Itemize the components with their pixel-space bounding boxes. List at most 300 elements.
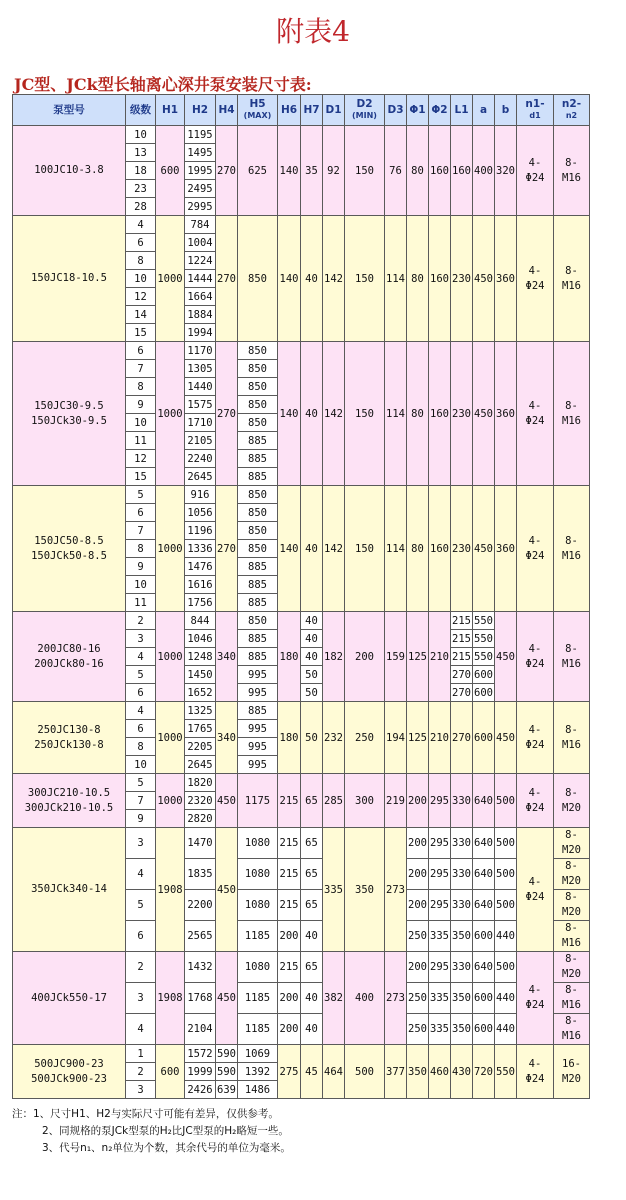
cell-d2: 150 bbox=[345, 486, 385, 612]
cell-stage-count: 9 bbox=[126, 810, 156, 828]
cell-n1-d1: 4- Φ24 bbox=[517, 612, 554, 702]
cell-b: 450 bbox=[495, 612, 517, 702]
table-row bbox=[13, 126, 590, 144]
cell-h7: 35 bbox=[301, 126, 323, 216]
header-text: n1- d1 bbox=[525, 98, 545, 120]
cell-stage-count: 6 bbox=[126, 234, 156, 252]
cell-h7: 40 bbox=[301, 612, 323, 630]
cell-h4: 590 bbox=[216, 1045, 238, 1063]
cell-h5: 1080 bbox=[238, 859, 278, 890]
cell-h6: 215 bbox=[278, 859, 301, 890]
cell-h6: 215 bbox=[278, 952, 301, 983]
cell-h5: 885 bbox=[238, 558, 278, 576]
cell-a: 640 bbox=[473, 890, 495, 921]
cell-h5: 995 bbox=[238, 720, 278, 738]
cell-phi1: 200 bbox=[407, 828, 429, 859]
header-text: H4 bbox=[218, 103, 235, 116]
cell-b: 500 bbox=[495, 952, 517, 983]
cell-d2: 350 bbox=[345, 828, 385, 952]
cell-stage-count: 15 bbox=[126, 324, 156, 342]
cell-stage-count: 23 bbox=[126, 180, 156, 198]
cell-d1: 382 bbox=[323, 952, 345, 1045]
cell-d2: 400 bbox=[345, 952, 385, 1045]
cell-h2: 1444 bbox=[185, 270, 216, 288]
cell-l1: 430 bbox=[451, 1045, 473, 1099]
note-3: 3、代号n₁、n₂单位为个数，其余代号的单位为毫米。 bbox=[42, 1142, 291, 1154]
cell-n2-n2: 8- M16 bbox=[554, 983, 590, 1014]
cell-d3: 219 bbox=[385, 774, 407, 828]
cell-h1: 1908 bbox=[156, 828, 185, 952]
cell-phi2: 335 bbox=[429, 1014, 451, 1045]
cell-n2-n2: 16- M20 bbox=[554, 1045, 590, 1099]
cell-b: 440 bbox=[495, 921, 517, 952]
cell-a: 640 bbox=[473, 952, 495, 983]
header-d1 bbox=[323, 95, 345, 126]
cell-n1-d1: 4- Φ24 bbox=[517, 702, 554, 774]
cell-l1: 350 bbox=[451, 1014, 473, 1045]
cell-stage-count: 2 bbox=[126, 1063, 156, 1081]
cell-a: 550 bbox=[473, 612, 495, 630]
cell-h2: 1440 bbox=[185, 378, 216, 396]
cell-stage-count: 4 bbox=[126, 648, 156, 666]
cell-h2: 1710 bbox=[185, 414, 216, 432]
cell-stage-count: 4 bbox=[126, 1014, 156, 1045]
footnotes bbox=[12, 1106, 291, 1157]
cell-b: 440 bbox=[495, 1014, 517, 1045]
cell-d2: 300 bbox=[345, 774, 385, 828]
cell-h2: 1046 bbox=[185, 630, 216, 648]
cell-d1: 142 bbox=[323, 486, 345, 612]
header-h2 bbox=[185, 95, 216, 126]
cell-h2: 1336 bbox=[185, 540, 216, 558]
cell-l1: 270 bbox=[451, 666, 473, 684]
cell-n2-n2: 8- M16 bbox=[554, 702, 590, 774]
cell-h5: 885 bbox=[238, 432, 278, 450]
cell-h7: 40 bbox=[301, 648, 323, 666]
cell-n2-n2: 8- M16 bbox=[554, 486, 590, 612]
cell-h2: 2645 bbox=[185, 468, 216, 486]
cell-stage-count: 14 bbox=[126, 306, 156, 324]
cell-stage-count: 3 bbox=[126, 1081, 156, 1099]
cell-l1: 330 bbox=[451, 952, 473, 983]
cell-h2: 2200 bbox=[185, 890, 216, 921]
header-n2-n2 bbox=[554, 95, 590, 126]
cell-h6: 200 bbox=[278, 983, 301, 1014]
cell-d3: 114 bbox=[385, 216, 407, 342]
cell-pump-model: 150JC50-8.5 150JCk50-8.5 bbox=[13, 486, 126, 612]
cell-h2: 2495 bbox=[185, 180, 216, 198]
header-phi2 bbox=[429, 95, 451, 126]
cell-stage-count: 9 bbox=[126, 558, 156, 576]
cell-stage-count: 3 bbox=[126, 828, 156, 859]
cell-n2-n2: 8- M20 bbox=[554, 952, 590, 983]
cell-h5: 995 bbox=[238, 738, 278, 756]
header-text: H1 bbox=[161, 103, 179, 116]
cell-h5: 885 bbox=[238, 450, 278, 468]
cell-h5: 850 bbox=[238, 216, 278, 342]
cell-phi1: 250 bbox=[407, 983, 429, 1014]
cell-h2: 1820 bbox=[185, 774, 216, 792]
cell-pump-model: 400JCk550-17 bbox=[13, 952, 126, 1045]
cell-phi1: 350 bbox=[407, 1045, 429, 1099]
header-l1 bbox=[451, 95, 473, 126]
cell-a: 600 bbox=[473, 702, 495, 774]
header-text: L1 bbox=[454, 103, 469, 116]
header-text: D2 (MIN) bbox=[352, 98, 377, 120]
cell-h2: 1652 bbox=[185, 684, 216, 702]
cell-n1-d1: 4- Φ24 bbox=[517, 952, 554, 1045]
cell-h2: 1768 bbox=[185, 983, 216, 1014]
cell-pump-model: 150JC18-10.5 bbox=[13, 216, 126, 342]
header-text: Φ1 bbox=[409, 103, 426, 116]
cell-b: 360 bbox=[495, 342, 517, 486]
cell-l1: 330 bbox=[451, 890, 473, 921]
cell-n1-d1: 4- Φ24 bbox=[517, 342, 554, 486]
cell-h7: 40 bbox=[301, 216, 323, 342]
cell-a: 450 bbox=[473, 486, 495, 612]
cell-h7: 40 bbox=[301, 342, 323, 486]
cell-h5: 1080 bbox=[238, 828, 278, 859]
header-text: H7 bbox=[303, 103, 320, 116]
cell-h5: 850 bbox=[238, 486, 278, 504]
cell-n1-d1: 4- Φ24 bbox=[517, 828, 554, 952]
cell-h4: 270 bbox=[216, 486, 238, 612]
cell-h2: 1884 bbox=[185, 306, 216, 324]
header-text: n2- n2 bbox=[561, 98, 582, 120]
cell-h5: 1080 bbox=[238, 952, 278, 983]
cell-stage-count: 2 bbox=[126, 952, 156, 983]
header-a bbox=[473, 95, 495, 126]
cell-h5: 850 bbox=[238, 522, 278, 540]
cell-b: 500 bbox=[495, 859, 517, 890]
cell-h2: 1004 bbox=[185, 234, 216, 252]
note-1: 注：1、尺寸H1、H2与实际尺寸可能有差异，仅供参考。 bbox=[12, 1108, 279, 1120]
cell-pump-model: 150JC30-9.5 150JCk30-9.5 bbox=[13, 342, 126, 486]
cell-h2: 2995 bbox=[185, 198, 216, 216]
table-row bbox=[13, 486, 590, 504]
cell-b: 500 bbox=[495, 774, 517, 828]
cell-h2: 2320 bbox=[185, 792, 216, 810]
cell-d3: 159 bbox=[385, 612, 407, 702]
cell-a: 640 bbox=[473, 859, 495, 890]
cell-phi1: 200 bbox=[407, 890, 429, 921]
header-text: H2 bbox=[191, 103, 209, 116]
cell-h1: 1000 bbox=[156, 774, 185, 828]
cell-h2: 1765 bbox=[185, 720, 216, 738]
cell-stage-count: 28 bbox=[126, 198, 156, 216]
cell-h6: 215 bbox=[278, 890, 301, 921]
cell-stage-count: 7 bbox=[126, 360, 156, 378]
cell-n1-d1: 4- Φ24 bbox=[517, 1045, 554, 1099]
cell-stage-count: 6 bbox=[126, 684, 156, 702]
cell-n2-n2: 8- M20 bbox=[554, 890, 590, 921]
header-b bbox=[495, 95, 517, 126]
cell-h2: 2240 bbox=[185, 450, 216, 468]
cell-a: 600 bbox=[473, 684, 495, 702]
cell-stage-count: 10 bbox=[126, 576, 156, 594]
cell-h5: 1175 bbox=[238, 774, 278, 828]
cell-d1: 182 bbox=[323, 612, 345, 702]
header-n1-d1 bbox=[517, 95, 554, 126]
table-row bbox=[13, 342, 590, 360]
cell-phi1: 125 bbox=[407, 612, 429, 702]
cell-h4: 590 bbox=[216, 1063, 238, 1081]
header-phi1 bbox=[407, 95, 429, 126]
header-pump-model bbox=[13, 95, 126, 126]
cell-h4: 340 bbox=[216, 612, 238, 702]
header-h5 bbox=[238, 95, 278, 126]
cell-pump-model: 200JC80-16 200JCk80-16 bbox=[13, 612, 126, 702]
cell-stage-count: 10 bbox=[126, 126, 156, 144]
cell-h2: 1495 bbox=[185, 144, 216, 162]
cell-h2: 2104 bbox=[185, 1014, 216, 1045]
cell-stage-count: 12 bbox=[126, 450, 156, 468]
cell-a: 720 bbox=[473, 1045, 495, 1099]
cell-stage-count: 6 bbox=[126, 342, 156, 360]
cell-h2: 2105 bbox=[185, 432, 216, 450]
cell-h5: 1392 bbox=[238, 1063, 278, 1081]
cell-phi2: 160 bbox=[429, 342, 451, 486]
cell-h2: 1470 bbox=[185, 828, 216, 859]
cell-d1: 142 bbox=[323, 216, 345, 342]
header-text: a bbox=[479, 103, 488, 116]
cell-h2: 1575 bbox=[185, 396, 216, 414]
cell-h2: 916 bbox=[185, 486, 216, 504]
cell-l1: 215 bbox=[451, 612, 473, 630]
cell-b: 440 bbox=[495, 983, 517, 1014]
cell-h5: 885 bbox=[238, 702, 278, 720]
cell-h1: 1000 bbox=[156, 612, 185, 702]
page-title: 附表4 bbox=[276, 15, 350, 48]
table-row bbox=[13, 612, 590, 630]
cell-n2-n2: 8- M20 bbox=[554, 828, 590, 859]
cell-h2: 2565 bbox=[185, 921, 216, 952]
cell-phi2: 295 bbox=[429, 890, 451, 921]
cell-stage-count: 10 bbox=[126, 756, 156, 774]
cell-h4: 270 bbox=[216, 342, 238, 486]
cell-stage-count: 4 bbox=[126, 216, 156, 234]
cell-pump-model: 100JC10-3.8 bbox=[13, 126, 126, 216]
cell-h5: 885 bbox=[238, 468, 278, 486]
cell-h1: 1000 bbox=[156, 342, 185, 486]
cell-a: 450 bbox=[473, 342, 495, 486]
cell-h5: 1069 bbox=[238, 1045, 278, 1063]
cell-stage-count: 9 bbox=[126, 396, 156, 414]
cell-d1: 232 bbox=[323, 702, 345, 774]
cell-d2: 150 bbox=[345, 216, 385, 342]
cell-h2: 1056 bbox=[185, 504, 216, 522]
cell-h1: 1000 bbox=[156, 216, 185, 342]
cell-stage-count: 10 bbox=[126, 270, 156, 288]
cell-stage-count: 11 bbox=[126, 594, 156, 612]
cell-stage-count: 5 bbox=[126, 486, 156, 504]
cell-n1-d1: 4- Φ24 bbox=[517, 774, 554, 828]
cell-h7: 40 bbox=[301, 630, 323, 648]
cell-h5: 995 bbox=[238, 684, 278, 702]
cell-phi1: 250 bbox=[407, 921, 429, 952]
cell-h5: 1080 bbox=[238, 890, 278, 921]
cell-stage-count: 11 bbox=[126, 432, 156, 450]
cell-h5: 995 bbox=[238, 666, 278, 684]
table-row bbox=[13, 828, 590, 859]
cell-d1: 335 bbox=[323, 828, 345, 952]
cell-pump-model: 500JC900-23 500JCk900-23 bbox=[13, 1045, 126, 1099]
cell-h5: 850 bbox=[238, 396, 278, 414]
cell-h1: 1908 bbox=[156, 952, 185, 1045]
header-stage-count bbox=[126, 95, 156, 126]
cell-stage-count: 18 bbox=[126, 162, 156, 180]
cell-stage-count: 4 bbox=[126, 859, 156, 890]
cell-h2: 1305 bbox=[185, 360, 216, 378]
cell-h6: 180 bbox=[278, 702, 301, 774]
cell-h1: 600 bbox=[156, 1045, 185, 1099]
cell-stage-count: 8 bbox=[126, 378, 156, 396]
cell-phi2: 295 bbox=[429, 952, 451, 983]
cell-stage-count: 12 bbox=[126, 288, 156, 306]
header-d3 bbox=[385, 95, 407, 126]
cell-phi1: 125 bbox=[407, 702, 429, 774]
cell-b: 500 bbox=[495, 828, 517, 859]
cell-h7: 40 bbox=[301, 486, 323, 612]
cell-h2: 2426 bbox=[185, 1081, 216, 1099]
cell-h2: 1616 bbox=[185, 576, 216, 594]
cell-phi2: 295 bbox=[429, 859, 451, 890]
cell-h5: 850 bbox=[238, 540, 278, 558]
cell-h5: 625 bbox=[238, 126, 278, 216]
cell-phi2: 160 bbox=[429, 486, 451, 612]
cell-stage-count: 5 bbox=[126, 774, 156, 792]
cell-h5: 850 bbox=[238, 504, 278, 522]
cell-l1: 215 bbox=[451, 648, 473, 666]
cell-a: 450 bbox=[473, 216, 495, 342]
cell-n1-d1: 4- Φ24 bbox=[517, 126, 554, 216]
cell-l1: 215 bbox=[451, 630, 473, 648]
cell-h4: 270 bbox=[216, 216, 238, 342]
header-h7 bbox=[301, 95, 323, 126]
cell-h7: 65 bbox=[301, 890, 323, 921]
cell-n2-n2: 8- M16 bbox=[554, 126, 590, 216]
cell-h2: 1325 bbox=[185, 702, 216, 720]
cell-h6: 140 bbox=[278, 342, 301, 486]
header-text: 级数 bbox=[130, 103, 151, 116]
cell-h4: 450 bbox=[216, 952, 238, 1045]
cell-h2: 2645 bbox=[185, 756, 216, 774]
cell-d3: 194 bbox=[385, 702, 407, 774]
cell-h5: 850 bbox=[238, 414, 278, 432]
table-row bbox=[13, 952, 590, 983]
cell-b: 450 bbox=[495, 702, 517, 774]
cell-n2-n2: 8- M16 bbox=[554, 342, 590, 486]
cell-h2: 1995 bbox=[185, 162, 216, 180]
header-row bbox=[13, 95, 590, 126]
cell-phi2: 210 bbox=[429, 612, 451, 702]
cell-h7: 65 bbox=[301, 859, 323, 890]
cell-h5: 1185 bbox=[238, 983, 278, 1014]
table-row bbox=[13, 216, 590, 234]
cell-l1: 330 bbox=[451, 774, 473, 828]
header-h6 bbox=[278, 95, 301, 126]
cell-h2: 1195 bbox=[185, 126, 216, 144]
cell-phi2: 335 bbox=[429, 983, 451, 1014]
cell-l1: 160 bbox=[451, 126, 473, 216]
cell-pump-model: 250JC130-8 250JCk130-8 bbox=[13, 702, 126, 774]
cell-a: 640 bbox=[473, 828, 495, 859]
cell-stage-count: 5 bbox=[126, 890, 156, 921]
cell-b: 360 bbox=[495, 486, 517, 612]
cell-h6: 140 bbox=[278, 216, 301, 342]
cell-phi2: 160 bbox=[429, 216, 451, 342]
header-text: H5 (MAX) bbox=[243, 98, 272, 120]
cell-h6: 200 bbox=[278, 1014, 301, 1045]
cell-h5: 885 bbox=[238, 576, 278, 594]
cell-h2: 2205 bbox=[185, 738, 216, 756]
cell-phi1: 200 bbox=[407, 774, 429, 828]
cell-d3: 76 bbox=[385, 126, 407, 216]
cell-phi1: 80 bbox=[407, 126, 429, 216]
header-text: D1 bbox=[325, 103, 342, 116]
cell-h2: 1835 bbox=[185, 859, 216, 890]
cell-h2: 1476 bbox=[185, 558, 216, 576]
cell-h4: 639 bbox=[216, 1081, 238, 1099]
cell-pump-model: 300JC210-10.5 300JCk210-10.5 bbox=[13, 774, 126, 828]
cell-h2: 1572 bbox=[185, 1045, 216, 1063]
cell-d3: 377 bbox=[385, 1045, 407, 1099]
note-2: 2、同规格的泵JCk型泵的H₂比JC型泵的H₂略短一些。 bbox=[42, 1125, 289, 1137]
cell-l1: 330 bbox=[451, 859, 473, 890]
cell-h2: 1248 bbox=[185, 648, 216, 666]
cell-h7: 65 bbox=[301, 952, 323, 983]
cell-stage-count: 10 bbox=[126, 414, 156, 432]
table-row bbox=[13, 1045, 590, 1063]
cell-h5: 1185 bbox=[238, 921, 278, 952]
cell-n2-n2: 8- M20 bbox=[554, 859, 590, 890]
cell-d2: 200 bbox=[345, 612, 385, 702]
cell-phi2: 335 bbox=[429, 921, 451, 952]
cell-d1: 92 bbox=[323, 126, 345, 216]
cell-phi2: 210 bbox=[429, 702, 451, 774]
cell-n2-n2: 8- M16 bbox=[554, 216, 590, 342]
cell-d3: 273 bbox=[385, 828, 407, 952]
table-row bbox=[13, 702, 590, 720]
cell-l1: 350 bbox=[451, 983, 473, 1014]
cell-l1: 270 bbox=[451, 684, 473, 702]
cell-stage-count: 7 bbox=[126, 522, 156, 540]
table-caption: JC型、JCk型长轴离心深井泵安装尺寸表: bbox=[14, 75, 312, 94]
cell-a: 550 bbox=[473, 648, 495, 666]
cell-h7: 40 bbox=[301, 1014, 323, 1045]
header-text: H6 bbox=[280, 103, 298, 116]
header-text: D3 bbox=[387, 103, 404, 116]
cell-h5: 1185 bbox=[238, 1014, 278, 1045]
cell-d2: 150 bbox=[345, 342, 385, 486]
header-text: Φ2 bbox=[431, 103, 448, 116]
cell-h4: 340 bbox=[216, 702, 238, 774]
cell-stage-count: 7 bbox=[126, 792, 156, 810]
cell-phi2: 460 bbox=[429, 1045, 451, 1099]
cell-h7: 45 bbox=[301, 1045, 323, 1099]
cell-l1: 270 bbox=[451, 702, 473, 774]
cell-h1: 1000 bbox=[156, 702, 185, 774]
cell-h6: 275 bbox=[278, 1045, 301, 1099]
cell-b: 320 bbox=[495, 126, 517, 216]
cell-d3: 273 bbox=[385, 952, 407, 1045]
cell-h7: 50 bbox=[301, 702, 323, 774]
cell-h7: 50 bbox=[301, 684, 323, 702]
cell-h2: 1450 bbox=[185, 666, 216, 684]
table-row bbox=[13, 774, 590, 792]
cell-h5: 850 bbox=[238, 342, 278, 360]
cell-h7: 65 bbox=[301, 774, 323, 828]
